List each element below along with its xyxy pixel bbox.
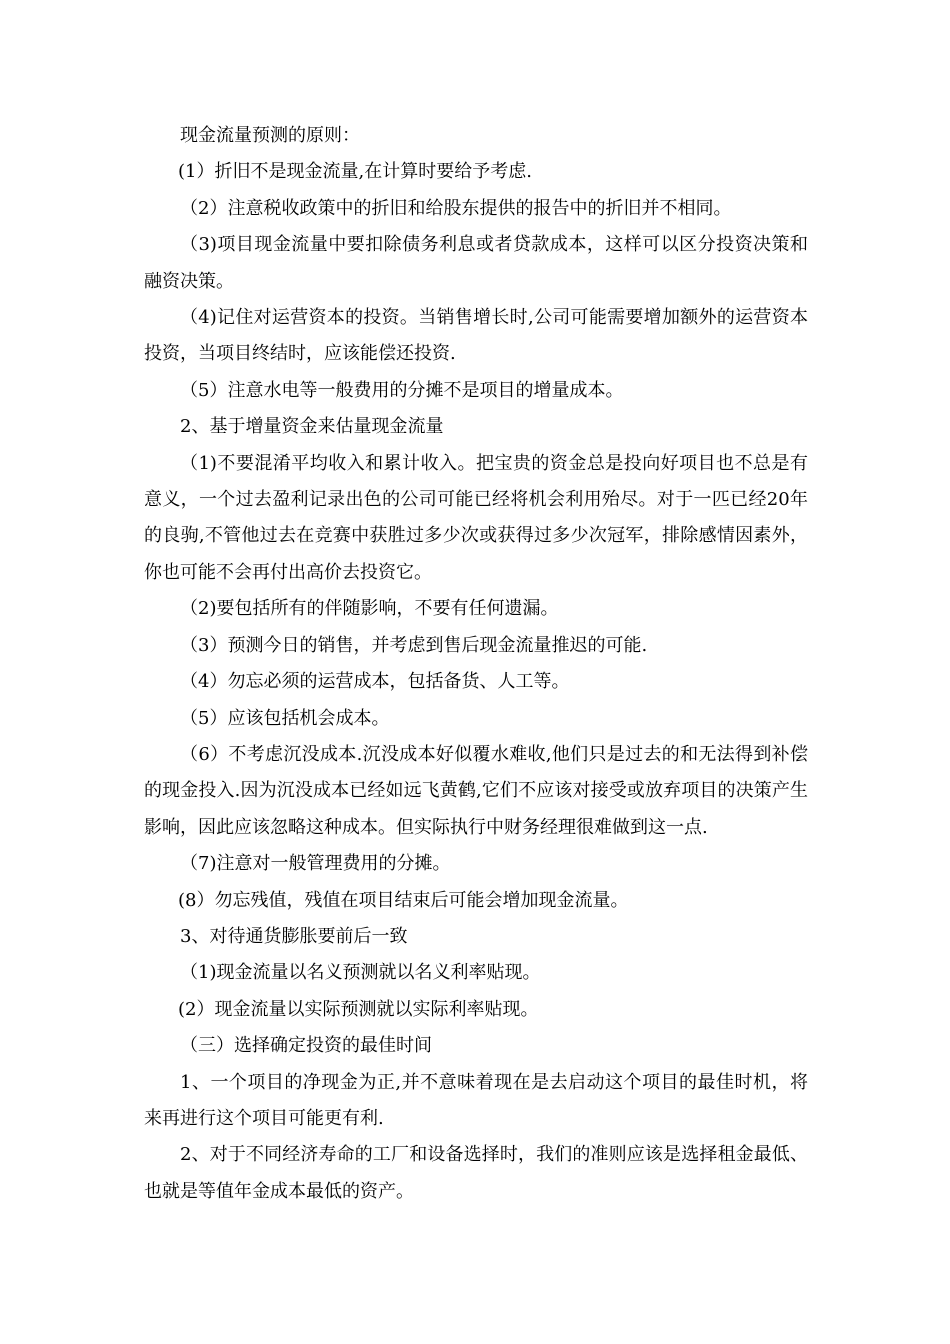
paragraph-part-3-item-2: 2、对于不同经济寿命的工厂和设备选择时，我们的准则应该是选择租金最低、也就是等值年金成本最低的资产。 (144, 1144, 808, 1202)
paragraph-principle-5: （5）注意水电等一般费用的分摊不是项目的增量成本。 (180, 379, 624, 401)
paragraph-section-2-item-5: （5）应该包括机会成本。 (180, 707, 390, 729)
paragraph-section-2-item-2: （2)要包括所有的伴随影响，不要有任何遗漏。 (180, 598, 559, 620)
paragraph-principle-4: （4)记住对运营资本的投资。当销售增长时,公司可能需要增加额外的运营资本投资，当项目终结时，应该能偿还投资. (144, 307, 808, 365)
paragraph-section-2-item-8: (8）勿忘残值，残值在项目结束后可能会增加现金流量。 (178, 889, 629, 911)
paragraph-section-3-item-1: （1)现金流量以名义预测就以名义利率贴现。 (180, 962, 541, 984)
paragraph-principle-3: （3)项目现金流量中要扣除债务利息或者贷款成本，这样可以区分投资决策和融资决策。 (144, 234, 808, 292)
paragraph-part-3-item-1: 1、一个项目的净现金为正,并不意味着现在是去启动这个项目的最佳时机，将来再进行这个项目可能更有利. (144, 1071, 808, 1129)
paragraph-section-2-item-4: （4）勿忘必须的运营成本，包括备货、人工等。 (180, 671, 570, 693)
paragraph-section-2-item-7: （7)注意对一般管理费用的分摊。 (180, 853, 451, 875)
paragraph-section-2-item-6: （6）不考虑沉没成本.沉没成本好似覆水难收,他们只是过去的和无法得到补偿的现金投入.因为沉没成本已经如远飞黄鹤,它们不应该对接受或放弃项目的决策产生影响，因此应该忽略这种成本。但实际执行中财务经理很难做到这一点. (144, 743, 808, 838)
paragraph-principle-1: (1）折旧不是现金流量,在计算时要给予考虑. (178, 161, 532, 183)
paragraph-principles-heading: 现金流量预测的原则： (180, 125, 360, 146)
paragraph-part-3-heading: （三）选择确定投资的最佳时间 (180, 1035, 432, 1057)
paragraph-section-3-heading: 3、对待通货膨胀要前后一致 (180, 925, 408, 947)
document-body (144, 118, 808, 1210)
paragraph-section-2-item-1: （1)不要混淆平均收入和累计收入。把宝贵的资金总是投向好项目也不总是有意义，一个过去盈利记录出色的公司可能已经将机会利用殆尽。对于一匹已经20年的良驹,不管他过去在竞赛中获胜过多少次或获得过多少次冠军，排除感情因素外，你也可能不会再付出高价去投资它。 (144, 452, 808, 583)
paragraph-section-2-item-3: （3）预测今日的销售，并考虑到售后现金流量推迟的可能. (180, 634, 648, 656)
paragraph-section-2-heading: 2、基于增量资金来估量现金流量 (180, 416, 444, 438)
paragraph-principle-2: （2）注意税收政策中的折旧和给股东提供的报告中的折旧并不相同。 (180, 197, 732, 219)
paragraph-section-3-item-2: (2）现金流量以实际预测就以实际利率贴现。 (178, 998, 539, 1020)
